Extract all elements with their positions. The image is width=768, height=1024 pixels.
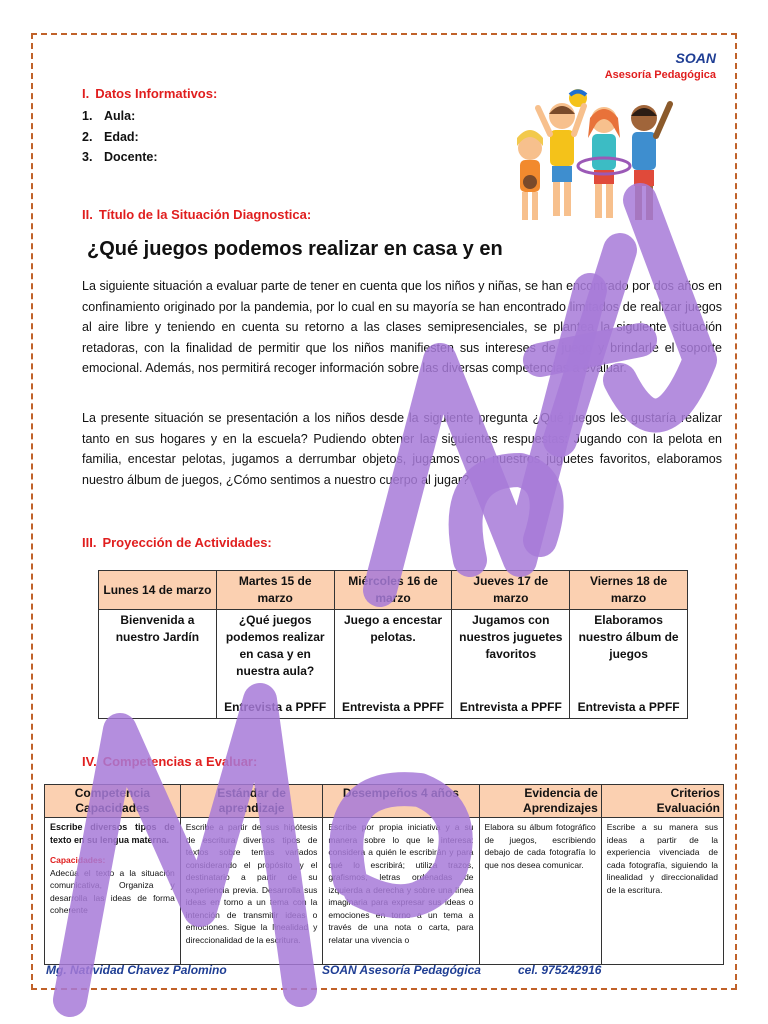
estandar-header: Estándar de aprendizaje [180,785,323,818]
footer-org: SOAN Asesoría Pedagógica [322,963,481,977]
competencia-text: Escribe diversos tipos de texto en su lengua materna. [50,822,175,845]
info-item-edad: 2. Edad: [82,129,139,144]
day-header: Miércoles 16 de marzo [334,571,452,610]
criterios-cell: Escribe a su manera sus ideas a partir de la experiencia vivenciada de cada fotografía, siguiendo la linealidad y direccionalidad de la escritura. [601,818,723,965]
day-header: Martes 15 de marzo [216,571,334,610]
brand-subtitle: Asesoría Pedagógica [604,69,716,81]
evidencia-cell: Elabora su álbum fotográfico de juegos, escribiendo debajo de cada fotografía lo que nos desea comunicar. [479,818,601,965]
activity-cell: Juego a encestar pelotas. Entrevista a PPFF [334,610,452,719]
competencia-header: Competencia Capacidades [45,785,181,818]
desempenos-cell: Escribe por propia iniciativa y a su manera sobre lo que le interesa: considera a quién le escribirán y para qué lo escribirá; utiliza trazos, grafismos, letras ordenadas de izquierda a derecha y sobre una línea imaginaria para expresar sus ideas o emociones en torno a un tema a través de una nota o carta, para relatar una vivencia o [323,818,479,965]
activity-cell: Jugamos con nuestros juguetes favoritos Entrevista a PPFF [452,610,570,719]
info-item-docente: 3. Docente: [82,150,158,164]
desempenos-header: Desempeños 4 años [323,785,479,818]
capacidades-text: Adecúa el texto a la situación comunicativa, Organiza y desarrolla las ideas de forma coherente [50,867,175,915]
activity-cell: Elaboramos nuestro álbum de juegos Entrevista a PPFF [570,610,688,719]
activity-cell: ¿Qué juegos podemos realizar en casa y en nuestra aula? Entrevista a PPFF [216,610,334,719]
day-header: Lunes 14 de marzo [99,571,217,610]
activity-cell: Bienvenida a nuestro Jardín [99,610,217,719]
activities-row [99,610,688,719]
section-4-title: IV. Competencias a Evaluar: [82,754,258,769]
info-list [82,106,157,168]
section-1-title: I. Datos Informativos: [82,86,218,101]
children-playing-illustration [500,78,680,238]
brand-block [605,50,716,81]
activities-header-row [99,571,688,610]
section-2-title: II. Título de la Situación Diagnostica: [82,207,312,222]
activities-table [98,570,688,719]
competencias-header-row [45,785,724,818]
day-header: Jueves 17 de marzo [452,571,570,610]
situation-headline: ¿Qué juegos podemos realizar en casa y en [87,238,503,260]
footer-author: Mg. Natividad Chavez Palomino [46,963,227,977]
paragraph-2: La presente situación se presentación a los niños desde la siguiente pregunta ¿Qué juegos les gustaría realizar tanto en sus hogares y en la escuela? Pudiendo obtener las siguientes respuestas: Jugando con la pelota en familia, encestar pelotas, jugamos a derrumbar objetos, jugamos con nuestros juguetes favoritos, elaboramos nuestro álbum de juegos, ¿Cómo sentimos a nuestro cuerpo al jugar? [82,411,722,487]
competencias-row [45,818,724,965]
paragraph-1: La siguiente situación a evaluar parte de tener en cuenta que los niños y niñas, se han encontrado por dos años en confinamiento originado por la pandemia, por lo cual en su mayoría se han encontrado limitados de realizar juegos al aire libre y teniendo en cuenta su retorno a las clases semipresenciales, se plantea la siguiente situación retadoras, con la finalidad de permitir que los niños manifiesten sus intereses de juego y brindarle el soporte emocional. Además, nos permitirá recoger información sobre las diversas competencias a evaluar. [82,279,722,375]
day-header: Viernes 18 de marzo [570,571,688,610]
capacidades-title: Capacidades: [50,855,106,865]
evidencia-header: Evidencia de Aprendizajes [479,785,601,818]
section-3-title: III. Proyección de Actividades: [82,535,272,550]
competencia-cell [45,818,181,965]
estandar-cell: Escribe a partir de sus hipótesis de escritura diversos tipos de textos sobre temas variados considerando el propósito y el destinatario a partir de su experiencia previa. Desarrolla sus ideas en torno a un tema con la intención de transmitir ideas o emociones. Sigue la linealidad y direccionalidad de la escritura. [180,818,323,965]
brand-name: SOAN [675,50,716,66]
criterios-header: Criterios Evaluación [601,785,723,818]
info-item-aula: 1. Aula: [82,109,136,123]
competencias-table [44,784,724,965]
footer-phone: cel. 975242916 [518,963,602,977]
